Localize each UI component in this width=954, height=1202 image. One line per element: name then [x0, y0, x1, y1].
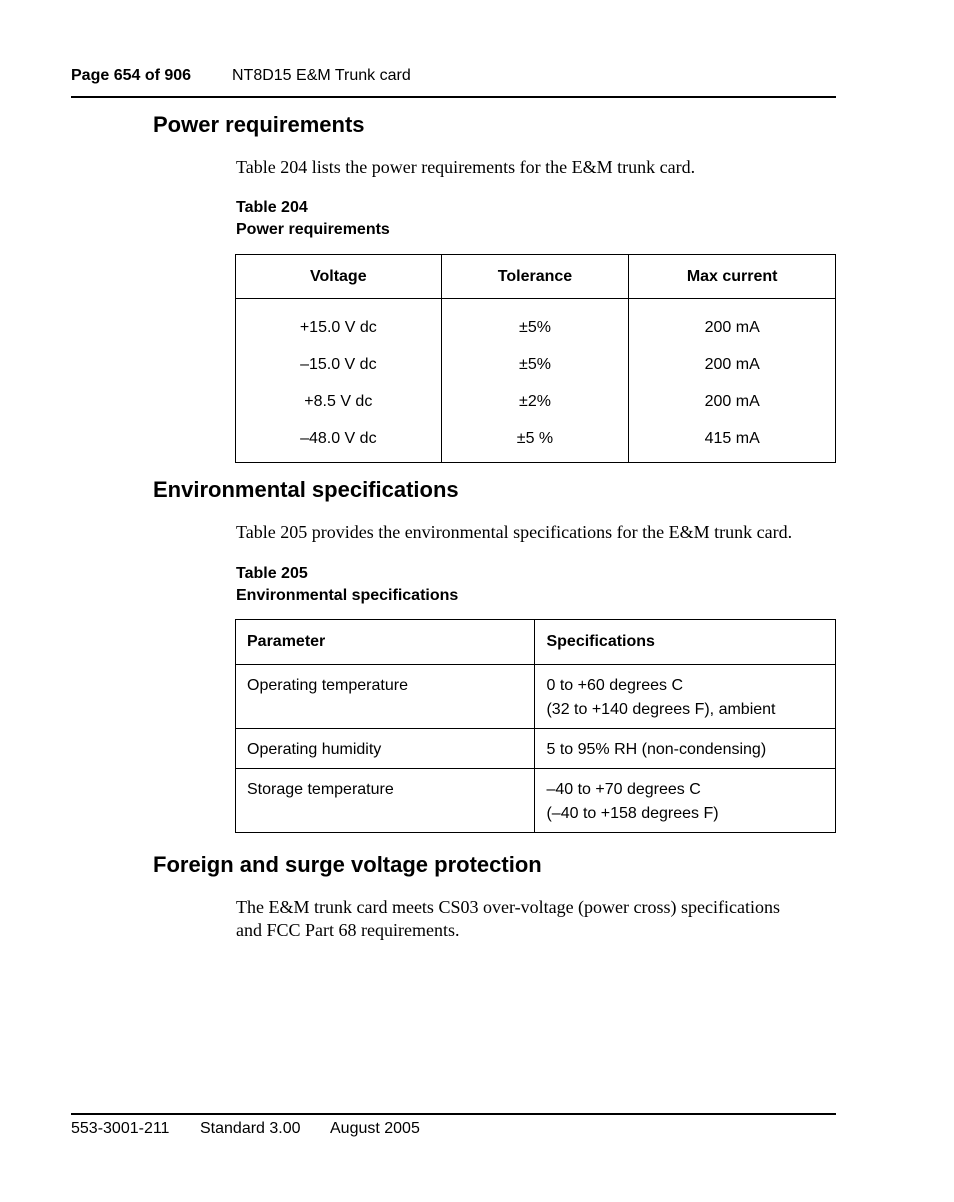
- tolerance-value: ±5%: [519, 319, 551, 336]
- environmental-intro-text: Table 205 provides the environmental specifications for the E&M trunk card.: [236, 522, 793, 542]
- specification-line: (–40 to +158 degrees F): [546, 805, 719, 822]
- voltage-value: –48.0 V dc: [300, 430, 377, 447]
- power-intro-text: Table 204 lists the power requirements for the E&M trunk card.: [236, 157, 696, 177]
- power-requirements-heading: Power requirements: [153, 112, 365, 137]
- table-header-row: [236, 620, 836, 665]
- environmental-specifications-table: [235, 619, 836, 833]
- voltage-value: +15.0 V dc: [299, 319, 377, 336]
- max-current-value: 200 mA: [704, 319, 760, 336]
- column-header-voltage: Voltage: [236, 255, 442, 299]
- paragraph-line: and FCC Part 68 requirements.: [236, 920, 460, 940]
- max-current-value: 415 mA: [704, 430, 760, 447]
- tolerance-value: ±2%: [519, 393, 551, 410]
- document-number: 553-3001-211: [71, 1120, 170, 1137]
- tolerance-value: ±5 %: [516, 430, 554, 447]
- table-row: [236, 299, 836, 463]
- paragraph-line: The E&M trunk card meets CS03 over-voltage (power cross) specifications: [236, 897, 780, 917]
- table-header-row: [236, 255, 836, 299]
- column-header-parameter: Parameter: [236, 620, 535, 665]
- surge-protection-text: [236, 896, 780, 942]
- voltage-value: +8.5 V dc: [304, 393, 373, 410]
- parameter-cell: Storage temperature: [236, 769, 535, 833]
- page-footer: [71, 1113, 836, 1145]
- column-header-specifications: Specifications: [535, 620, 836, 665]
- surge-protection-heading: Foreign and surge voltage protection: [153, 852, 542, 877]
- voltage-cell: [236, 299, 442, 463]
- table-205-title: Environmental specifications: [236, 587, 459, 604]
- specification-line: –40 to +70 degrees C: [546, 781, 701, 798]
- table-204-number: Table 204: [236, 199, 308, 216]
- column-header-max-current: Max current: [629, 255, 836, 299]
- standard-version: Standard 3.00: [200, 1120, 301, 1137]
- table-row: [236, 729, 836, 769]
- table-row: [236, 665, 836, 729]
- parameter-cell: Operating humidity: [236, 729, 535, 769]
- specification-cell: [535, 729, 836, 769]
- max-current-value: 200 mA: [704, 393, 760, 410]
- max-current-cell: [629, 299, 836, 463]
- specification-cell: [535, 769, 836, 833]
- specification-line: (32 to +140 degrees F), ambient: [546, 701, 776, 718]
- page-number: Page 654 of 906: [71, 67, 192, 84]
- max-current-value: 200 mA: [704, 356, 760, 373]
- voltage-value: –15.0 V dc: [300, 356, 377, 373]
- specification-line: 0 to +60 degrees C: [546, 677, 684, 694]
- specification-line: 5 to 95% RH (non-condensing): [546, 741, 767, 758]
- tolerance-value: ±5%: [519, 356, 551, 373]
- specification-cell: [535, 665, 836, 729]
- tolerance-cell: [441, 299, 629, 463]
- table-205-number: Table 205: [236, 565, 308, 582]
- table-204-title: Power requirements: [236, 221, 390, 238]
- table-row: [236, 769, 836, 833]
- publication-date: August 2005: [330, 1120, 420, 1137]
- column-header-tolerance: Tolerance: [441, 255, 629, 299]
- environmental-specifications-heading: Environmental specifications: [153, 477, 459, 502]
- parameter-cell: Operating temperature: [236, 665, 535, 729]
- power-requirements-table: [235, 254, 836, 463]
- page-header: [71, 66, 836, 98]
- table-204-caption: [236, 197, 390, 241]
- table-205-caption: [236, 563, 458, 607]
- document-title: NT8D15 E&M Trunk card: [232, 67, 411, 84]
